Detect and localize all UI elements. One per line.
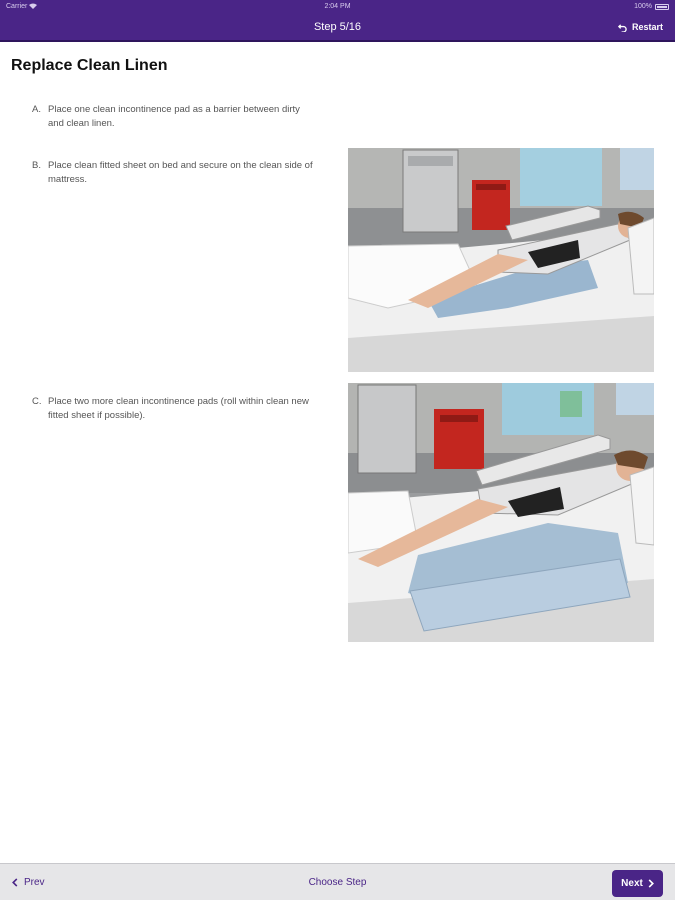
nav-bar [0,14,675,42]
chevron-right-icon [648,879,654,888]
status-time: 2:04 PM [324,3,351,10]
instruction-text: Place two more clean incontinence pads (roll within clean new fitted sheet if possible). [48,396,309,421]
next-label: Next [621,878,643,889]
undo-arrow-icon [618,23,627,32]
instruction-letter: B. [32,160,41,171]
step-counter-title: Step 5/16 [313,21,362,33]
step-c-photo [348,383,654,642]
instruction-c [32,395,318,423]
step-b-photo [348,148,654,372]
instruction-text: Place one clean incontinence pad as a barrier between dirty and clean linen. [48,104,300,129]
carrier-label: Carrier [6,3,37,10]
instruction-text: Place clean fitted sheet on bed and secure on the clean side of mattress. [48,160,313,185]
instruction-b [32,159,318,187]
instruction-a [32,103,318,131]
status-bar [0,0,675,14]
restart-label: Restart [631,22,663,32]
instruction-letter: A. [32,104,41,115]
bottom-toolbar [0,863,675,900]
next-button[interactable] [612,870,663,897]
page-title: Replace Clean Linen [11,57,168,74]
battery-percent: 100% [634,3,652,10]
instruction-letter: C. [32,396,42,407]
restart-button[interactable] [618,22,663,32]
choose-step-button[interactable]: Choose Step [308,877,367,888]
status-battery [634,3,669,10]
incontinence-pads-photo [348,383,654,642]
battery-icon [655,4,669,10]
fitted-sheet-photo [348,148,654,372]
prev-label: Prev [24,877,45,888]
